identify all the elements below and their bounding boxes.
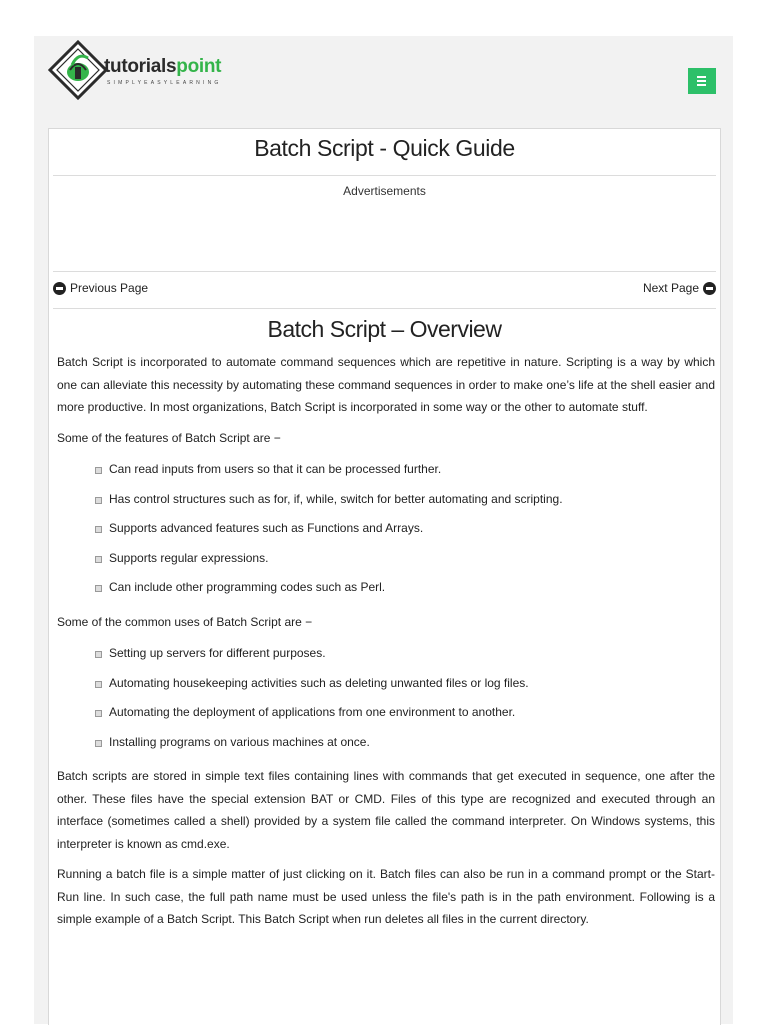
list-item: Supports regular expressions. [95,544,715,574]
uses-list [57,639,715,757]
list-item: Automating housekeeping activities such as deleting unwanted files or log files. [95,669,715,699]
advertisements-area [53,176,716,272]
uses-intro: Some of the common uses of Batch Script are − [57,614,313,629]
next-page-label: Next Page [642,281,699,295]
list-item: Has control structures such as for, if, while, switch for better automating and scripting. [95,485,715,515]
site-logo[interactable] [48,40,278,100]
logo-tagline: SIMPLYEASYLEARNING [107,80,222,86]
previous-icon [53,282,66,295]
intro-paragraph: Batch Script is incorporated to automate command sequences which are repetitive in nature. Scripting is a way by which one can alleviate this necessity by automating these command sequences in order to make one’s life at the shell easier and more productive. In most organizations, Batch Script is incorporated in some way or the other to automate stuff. [57,355,715,414]
section-heading: Batch Script – Overview [267,316,502,342]
hamburger-icon-line [697,80,706,82]
previous-page-label: Previous Page [70,281,149,295]
list-item: Installing programs on various machines at once. [95,728,715,758]
features-list [57,455,715,603]
list-item: Can include other programming codes such as Perl. [95,573,715,603]
hamburger-icon-line [697,84,706,86]
logo-word-tutorials: tutorials [104,56,177,77]
list-item: Supports advanced features such as Functions and Arrays. [95,514,715,544]
logo-word-point: point [176,56,222,77]
content-panel [48,128,721,1025]
logo-wordmark [104,56,221,78]
hamburger-icon [697,76,706,78]
page-wrapper [34,36,733,1024]
advertisements-label: Advertisements [343,184,426,198]
page-title: Batch Script - Quick Guide [53,129,716,176]
features-intro: Some of the features of Batch Script are − [57,430,281,445]
logo-diamond-icon [48,40,108,100]
site-header [34,36,733,122]
list-item: Can read inputs from users so that it can be processed further. [95,455,715,485]
page-navigation [53,272,716,309]
menu-button[interactable] [688,68,716,94]
previous-page-link[interactable] [53,281,148,295]
list-item: Setting up servers for different purposes. [95,639,715,669]
next-page-link[interactable] [643,281,716,295]
files-paragraph: Batch scripts are stored in simple text files containing lines with commands that get executed in sequence, one after the other. These files have the special extension BAT or CMD. Files of this type are recognized and executed through an interface (sometimes called a shell) provided by a system file called the command interpreter. On Windows systems, this interpreter is known as cmd.exe. [57,769,715,851]
running-paragraph: Running a batch file is a simple matter of just clicking on it. Batch files can also be run in a command prompt or the Start-Run line. In such case, the full path name must be used unless the file's path is in the path environment. Following is a simple example of a Batch Script. This Batch Script when run deletes all files in the current directory. [57,867,715,926]
article-body [49,351,720,931]
list-item: Automating the deployment of applications from one environment to another. [95,698,715,728]
next-icon [703,282,716,295]
